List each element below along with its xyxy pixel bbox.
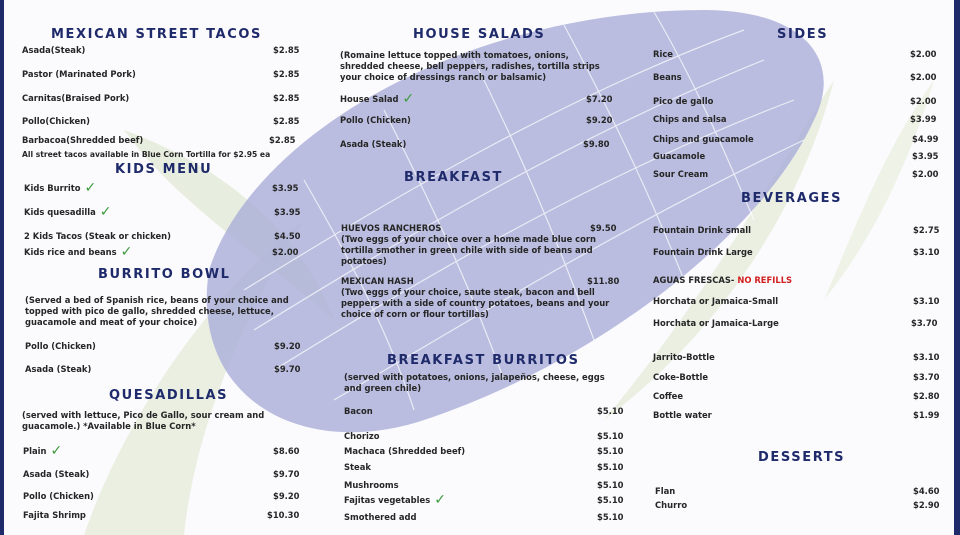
- dessert-item: [655, 500, 945, 510]
- side-item: [653, 134, 943, 144]
- item-name: Bacon: [344, 406, 373, 416]
- side-item: [653, 151, 943, 161]
- burrito-item: [344, 431, 629, 441]
- sides-heading: SIDES: [777, 27, 829, 42]
- tacos-heading: MEXICAN STREET TACOS: [51, 27, 262, 42]
- taco-item: [22, 69, 302, 79]
- item-price: $2.85: [273, 45, 300, 55]
- item-name: Chorizo: [344, 431, 380, 441]
- item-price: $9.70: [274, 364, 301, 374]
- vegetarian-check-icon: ✓: [99, 204, 112, 220]
- item-name: Coffee: [653, 391, 684, 401]
- bowl-item: [25, 364, 305, 374]
- item-name: Fajitas vegetables: [344, 495, 431, 505]
- item-price: $2.00: [910, 96, 937, 106]
- item-name: 2 Kids Tacos (Steak or chicken): [24, 231, 171, 241]
- item-price: $3.95: [272, 183, 299, 193]
- item-name: Asada (Steak): [23, 469, 90, 479]
- agua-item: [653, 318, 943, 328]
- quesadillas-heading: QUESADILLAS: [109, 388, 229, 403]
- bowl-item: [25, 341, 305, 351]
- item-price: $8.60: [273, 446, 300, 456]
- item-name: Mushrooms: [344, 480, 399, 490]
- item-name: Kids Burrito: [24, 183, 81, 193]
- salad-item: [340, 115, 620, 125]
- item-price: $10.30: [267, 510, 300, 520]
- taco-item: [22, 93, 302, 103]
- item-price: $5.10: [597, 512, 624, 522]
- item-name: Guacamole: [653, 151, 706, 161]
- item-price: $2.85: [273, 93, 300, 103]
- item-name: Rice: [653, 49, 673, 59]
- item-name: Machaca (Shredded beef): [344, 446, 466, 456]
- item-price: $3.10: [913, 296, 940, 306]
- breakfast-item-description: (Two eggs of your choice, saute steak, bacon and bell peppers with a side of country potatoes, beans and your choice of corn or flour tortillas): [341, 287, 610, 319]
- item-price: $3.99: [910, 114, 937, 124]
- kids-item: [24, 231, 304, 241]
- agua-item: [653, 296, 943, 306]
- item-price: $3.10: [913, 352, 940, 362]
- item-price: $5.10: [597, 446, 624, 456]
- item-price: $4.60: [913, 486, 940, 496]
- item-name: Pollo(Chicken): [22, 116, 90, 126]
- no-refills-note: NO REFILLS: [737, 275, 793, 285]
- item-name: Beans: [653, 72, 682, 82]
- item-price: $3.70: [911, 318, 938, 328]
- item-price: $2.85: [273, 69, 300, 79]
- item-name: Fountain Drink small: [653, 225, 751, 235]
- item-price: $5.10: [597, 480, 624, 490]
- side-item: [653, 96, 943, 106]
- breakfast-item: [341, 223, 626, 233]
- item-name: Asada (Steak): [340, 139, 407, 149]
- item-name: Horchata or Jamaica-Small: [653, 296, 779, 306]
- item-name: Chips and salsa: [653, 114, 727, 124]
- item-price: $1.99: [913, 410, 940, 420]
- item-name: Chips and guacamole: [653, 134, 754, 144]
- quesadilla-item: [23, 443, 303, 459]
- beverages-heading: BEVERAGES: [741, 191, 843, 206]
- quesadilla-item: [23, 469, 303, 479]
- burritos-description: (served with potatoes, onions, jalapeños, cheese, eggs and green chile): [344, 372, 605, 393]
- breakfast-item: [341, 276, 626, 286]
- side-item: [653, 169, 943, 179]
- item-name: Churro: [655, 500, 688, 510]
- item-price: $7.20: [586, 94, 613, 104]
- quesadilla-item: [23, 510, 303, 520]
- item-price: $2.85: [273, 116, 300, 126]
- aguas-frescas-title: AGUAS FRESCAS-: [653, 275, 735, 285]
- item-name: Pollo (Chicken): [25, 341, 96, 351]
- item-price: $9.20: [274, 341, 301, 351]
- beverage-item: [653, 225, 943, 235]
- tacos-note: All street tacos available in Blue Corn Tortilla for $2.95 ea: [22, 150, 271, 159]
- burrito-item: [344, 492, 629, 508]
- item-name: Fajita Shrimp: [23, 510, 86, 520]
- burrito-item: [344, 462, 629, 472]
- kids-item: [24, 244, 304, 260]
- item-name: Pastor (Marinated Pork): [22, 69, 136, 79]
- bottle-item: [653, 391, 943, 401]
- item-name: Fountain Drink Large: [653, 247, 753, 257]
- item-price: $9.80: [583, 139, 610, 149]
- item-name: House Salad: [340, 94, 399, 104]
- desserts-heading: DESSERTS: [758, 450, 846, 465]
- item-price: $9.50: [590, 223, 617, 233]
- taco-item: [22, 135, 302, 145]
- item-name: Plain: [23, 446, 47, 456]
- breakfast-item-description: (Two eggs of your choice over a home made blue corn tortilla smother in green chile with side of beans and potatoes): [341, 234, 596, 266]
- bowl-heading: BURRITO BOWL: [98, 267, 231, 282]
- kids-heading: KIDS MENU: [115, 162, 213, 177]
- item-price: $2.85: [269, 135, 296, 145]
- item-name: Pollo (Chicken): [23, 491, 94, 501]
- burrito-item: [344, 480, 629, 490]
- bottle-item: [653, 352, 943, 362]
- vegetarian-check-icon: ✓: [434, 492, 446, 508]
- bottle-item: [653, 410, 943, 420]
- vegetarian-check-icon: ✓: [120, 244, 133, 260]
- item-price: $3.95: [274, 207, 301, 217]
- bottle-item: [653, 372, 943, 382]
- item-name: Sour Cream: [653, 169, 709, 179]
- item-name: Kids rice and beans: [24, 247, 117, 257]
- item-name: MEXICAN HASH: [341, 276, 414, 286]
- dessert-item: [655, 486, 945, 496]
- salads-description: (Romaine lettuce topped with tomatoes, onions, shredded cheese, bell peppers, radishes, tortilla strips your choice of dressings ranch or balsamic): [340, 50, 600, 82]
- quesadillas-description: (served with lettuce, Pico de Gallo, sour cream and guacamole.) *Available in Blue Corn*: [22, 410, 265, 431]
- item-price: $5.10: [597, 431, 624, 441]
- item-price: $4.50: [274, 231, 301, 241]
- item-price: $2.90: [913, 500, 940, 510]
- item-name: Jarrito-Bottle: [653, 352, 715, 362]
- item-name: Steak: [344, 462, 371, 472]
- item-name: Flan: [655, 486, 676, 496]
- item-price: $2.00: [910, 49, 937, 59]
- burrito-item: [344, 406, 629, 416]
- item-price: $9.20: [586, 115, 613, 125]
- item-price: $3.95: [912, 151, 939, 161]
- item-name: Pico de gallo: [653, 96, 714, 106]
- item-name: Smothered add: [344, 512, 417, 522]
- item-name: Barbacoa(Shredded beef): [22, 135, 144, 145]
- item-price: $5.10: [597, 495, 624, 505]
- aguas-frescas-label: [653, 275, 792, 285]
- item-price: $3.10: [913, 247, 940, 257]
- burrito-item: [344, 512, 629, 522]
- side-item: [653, 114, 943, 124]
- vegetarian-check-icon: ✓: [402, 91, 415, 107]
- item-price: $9.70: [273, 469, 300, 479]
- salads-heading: HOUSE SALADS: [413, 27, 546, 42]
- burritos-heading: BREAKFAST BURRITOS: [387, 353, 580, 368]
- breakfast-heading: BREAKFAST: [404, 170, 504, 185]
- side-item: [653, 72, 943, 82]
- kids-item: [24, 204, 304, 220]
- vegetarian-check-icon: ✓: [84, 180, 97, 196]
- item-name: Pollo (Chicken): [340, 115, 411, 125]
- bowl-description: (Served a bed of Spanish rice, beans of your choice and topped with pico de gallo, shredded cheese, lettuce, guacamole and meat of your choice): [25, 295, 289, 327]
- item-price: $3.70: [913, 372, 940, 382]
- item-price: $4.99: [912, 134, 939, 144]
- item-name: Carnitas(Braised Pork): [22, 93, 130, 103]
- item-price: $9.20: [273, 491, 300, 501]
- side-item: [653, 49, 943, 59]
- item-name: Bottle water: [653, 410, 712, 420]
- item-price: $2.80: [913, 391, 940, 401]
- item-price: $2.00: [912, 169, 939, 179]
- taco-item: [22, 116, 302, 126]
- vegetarian-check-icon: ✓: [50, 443, 63, 459]
- salad-item: [340, 139, 620, 149]
- item-name: Asada (Steak): [25, 364, 92, 374]
- taco-item: [22, 45, 302, 55]
- item-name: Coke-Bottle: [653, 372, 709, 382]
- beverage-item: [653, 247, 943, 257]
- item-price: $5.10: [597, 462, 624, 472]
- kids-item: [24, 180, 304, 196]
- item-price: $2.75: [913, 225, 940, 235]
- item-price: $2.00: [910, 72, 937, 82]
- salad-item: [340, 91, 620, 107]
- item-name: Horchata or Jamaica-Large: [653, 318, 779, 328]
- item-name: Kids quesadilla: [24, 207, 96, 217]
- item-name: Asada(Steak): [22, 45, 86, 55]
- quesadilla-item: [23, 491, 303, 501]
- item-price: $5.10: [597, 406, 624, 416]
- item-price: $11.80: [587, 276, 620, 286]
- item-price: $2.00: [272, 247, 299, 257]
- burrito-item: [344, 446, 629, 456]
- item-name: HUEVOS RANCHEROS: [341, 223, 442, 233]
